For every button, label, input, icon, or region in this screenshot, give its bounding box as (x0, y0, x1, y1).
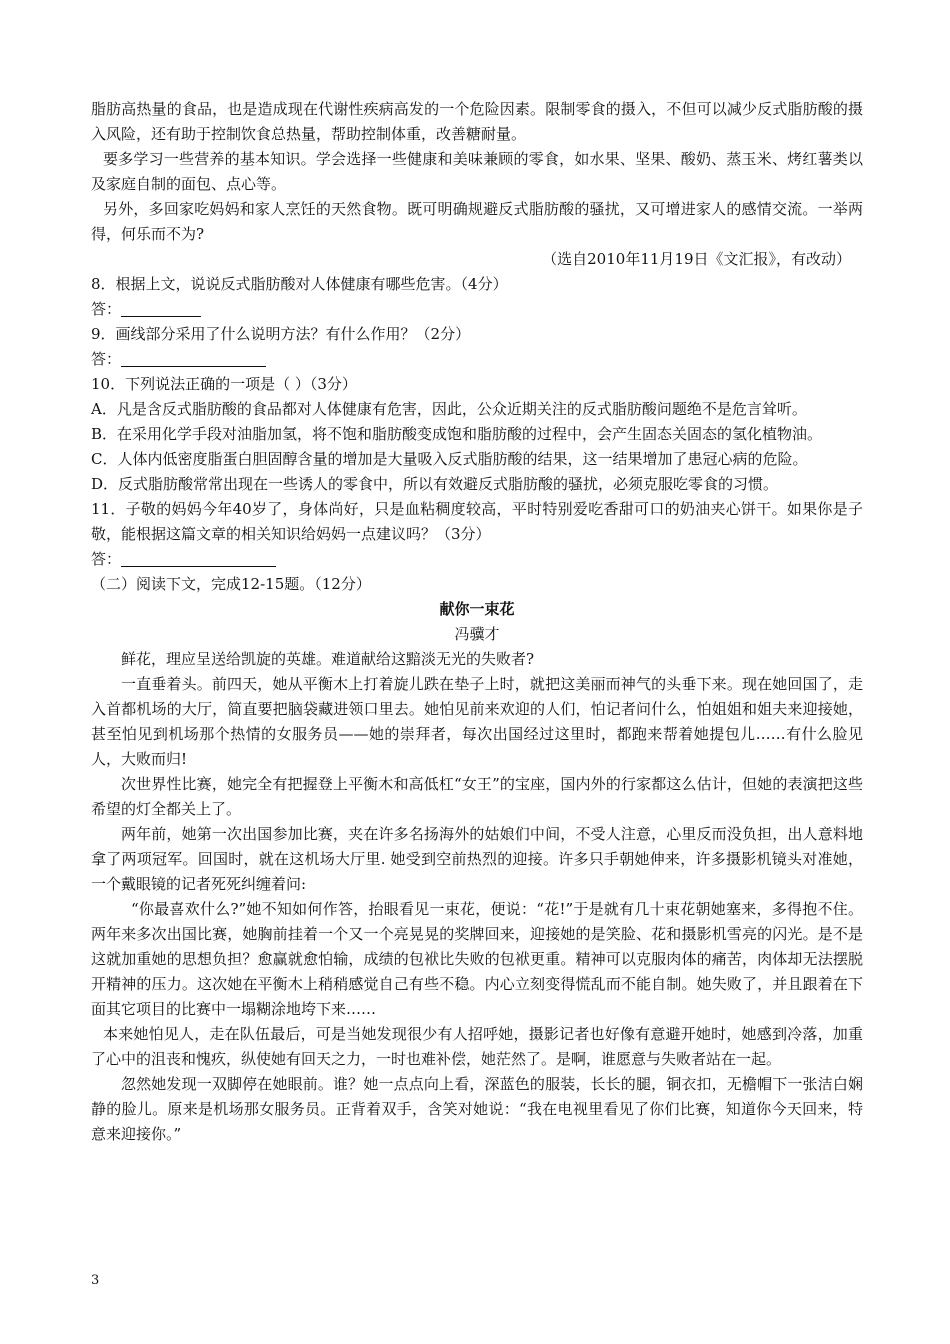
option-b: B．在采用化学手段对油脂加氢，将不饱和脂肪酸变成饱和脂肪酸的过程中，会产生固态关固态的氢化植物油。 (91, 425, 823, 443)
article-paragraph: 一直垂着头。前四天，她从平衡木上打着旋儿跌在垫子上时，就把这美丽而神气的头垂下来。现在她回国了，走入首都机场的大厅，简直要把脑袋藏进领口里去。她怕见前来欢迎的人们，怕记者问什么，怕姐姐和姐夫来迎接她，甚至怕见到机场那个热情的女服务员——她的崇拜者，每次出国经过这里时，都跑来帮着她提包儿……有什么脸见人，大败而归! (91, 675, 863, 768)
answer-label: 答： (91, 350, 122, 368)
paragraph-snack-risk: 脂肪高热量的食品，也是造成现在代谢性疾病高发的一个危险因素。限制零食的摄入，不但可以减少反式脂肪酸的摄入风险，还有助于控制饮食总热量，帮助控制体重，改善糖耐量。 (91, 100, 863, 143)
page-number: 3 (91, 1273, 100, 1288)
article-title: 献你一束花 (439, 600, 515, 618)
article-author: 冯骥才 (454, 625, 500, 643)
paragraph-home-food: 另外，多回家吃妈妈和家人烹饪的天然食物。既可明确规避反式脂肪酸的骚扰，又可增进家人的感情交流。一举两得，何乐而不为? (91, 200, 863, 243)
article-paragraph: 次世界性比赛，她完全有把握登上平衡木和高低杠“女王”的宝座，国内外的行家都这么估计，但她的表演把这些希望的灯全都关上了。 (91, 775, 863, 818)
question-8: 8．根据上文，说说反式脂肪酸对人体健康有哪些危害。（4分） (91, 275, 508, 293)
article-paragraph: 两年前，她第一次出国参加比赛，夹在许多名扬海外的姑娘们中间，不受人注意，心里反而没负担，出人意料地拿了两项冠军。回国时，就在这机场大厅里. 她受到空前热烈的迎接。许多只手朝她伸来，许多摄影机镜头对准她，一个戴眼镜的记者死死纠缠着问: (91, 825, 863, 893)
article-paragraph: 本来她怕见人，走在队伍最后，可是当她发现很少有人招呼她，摄影记者也好像有意避开她时，她感到冷落，加重了心中的沮丧和愧疚，纵使她有回天之力，一时也难补偿，她茫然了。是啊，谁愿意与失败者站在一起。 (91, 1025, 863, 1068)
question-9: 9．画线部分采用了什么说明方法？有什么作用？（2分） (91, 325, 471, 343)
answer-line-11 (91, 547, 863, 572)
answer-line-8 (91, 297, 863, 322)
answer-label: 答： (91, 550, 122, 568)
article-paragraph: 忽然她发现一双脚停在她眼前。谁？她一点点向上看，深蓝色的服装，长长的腿，铜衣扣，无檐帽下一张洁白娴静的脸儿。原来是机场那女服务员。正背着双手，含笑对她说：“我在电视里看见了你们比赛，知道你今天回来，特意来迎接你。” (91, 1075, 863, 1143)
page-content (91, 97, 863, 1147)
source-citation: （选自2010年11月19日《文汇报》，有改动） (542, 250, 851, 268)
answer-line-9 (91, 347, 863, 372)
section-heading: （二）阅读下文，完成12-15题。（12分） (91, 575, 371, 593)
paragraph-nutrition-knowledge: 要多学习一些营养的基本知识。学会选择一些健康和美味兼顾的零食，如水果、坚果、酸奶、蒸玉米、烤红薯类以及家庭自制的面包、点心等。 (91, 150, 863, 193)
answer-label: 答： (91, 300, 122, 318)
article-paragraph: “你最喜欢什么?”她不知如何作答，抬眼看见一束花，便说：“花!”于是就有几十束花朝她塞来，多得抱不住。两年来多次出国比赛，她胸前挂着一个又一个亮晃晃的奖牌回来，迎接她的是笑脸、花和摄影机雪亮的闪光。是不是这就加重她的思想负担？愈赢就愈怕输，成绩的包袱比失败的包袱更重。精神可以克服肉体的痛苦，肉体却无法摆脱开精神的压力。这次她在平衡木上稍稍感觉自己有些不稳。内心立刻变得慌乱而不能自制。她失败了，并且跟着在下面其它项目的比赛中一塌糊涂地垮下来…… (91, 900, 863, 1018)
answer-blank (121, 300, 201, 317)
option-c: C．人体内低密度脂蛋白胆固醇含量的增加是大量吸入反式脂肪酸的结果，这一结果增加了患冠心病的危险。 (91, 450, 808, 468)
answer-blank (121, 550, 276, 567)
question-11: 11．子敬的妈妈今年40岁了，身体尚好，只是血粘稠度较高，平时特别爱吃香甜可口的奶油夹心饼干。如果你是子敬，能根据这篇文章的相关知识给妈妈一点建议吗？（3分） (91, 500, 863, 543)
option-d: D．反式脂肪酸常常出现在一些诱人的零食中，所以有效避反式脂肪酸的骚扰，必须克服吃零食的习惯。 (91, 475, 779, 493)
article-paragraph: 鲜花，理应呈送给凯旋的英雄。难道献给这黯淡无光的失败者? (121, 650, 535, 668)
answer-blank (121, 350, 266, 367)
option-a: A．凡是含反式脂肪酸的食品都对人体健康有危害，因此，公众近期关注的反式脂肪酸问题绝不是危言耸听。 (91, 400, 807, 418)
question-10: 10．下列说法正确的一项是（ ）（3分） (91, 375, 357, 393)
